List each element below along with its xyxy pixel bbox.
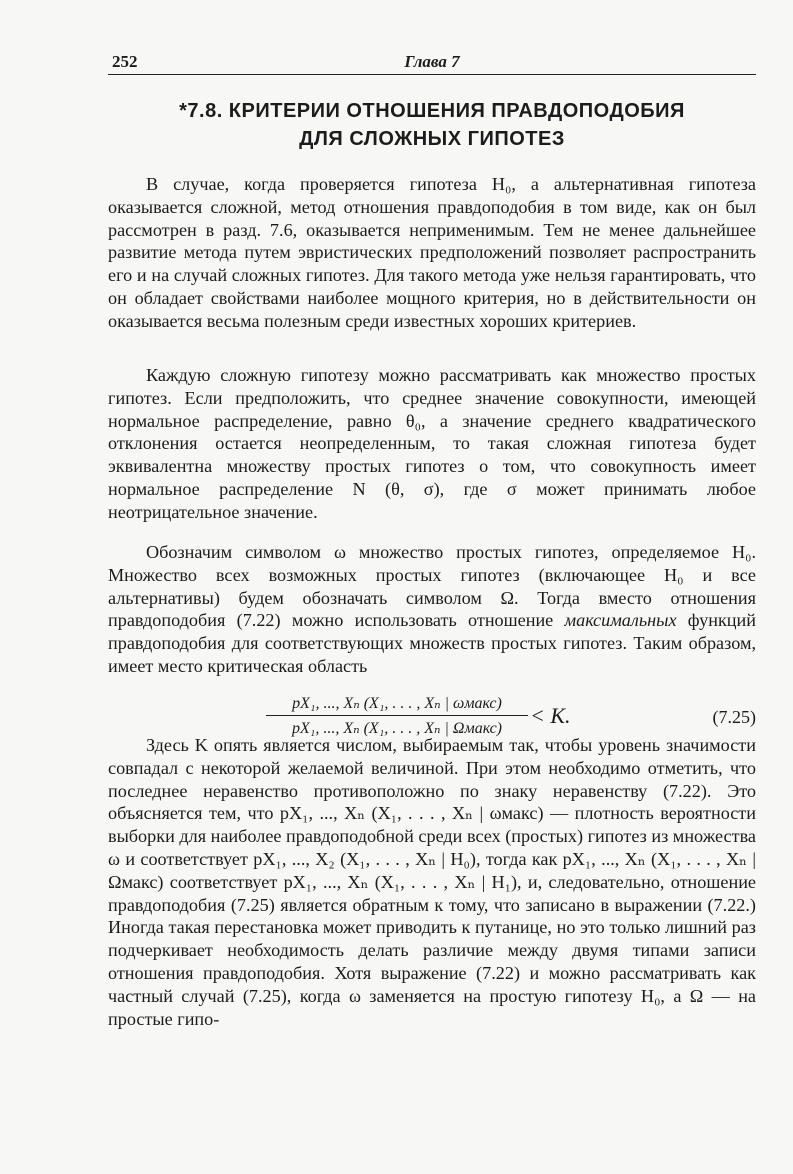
paragraph-3-part-b: функций правдоподобия для соответствующих множеств простых гипотез. Таким образом, имеет место критическая область bbox=[108, 610, 756, 676]
likelihood-ratio-fraction bbox=[266, 693, 528, 738]
paragraph-3-text bbox=[108, 541, 756, 678]
fraction-numerator: pX₁, ..., Xₙ (X₁, . . . , Xₙ | ωмакс) bbox=[266, 693, 528, 716]
paragraph-3-part-a: Обозначим символом ω множество простых гипотез, определяемое H₀. Множество всех возможных простых гипотез (включающее H₀ и все альтернативы) будем обозначать символом Ω. Тогда вместо отношения правдоподобия (7.22) можно использовать отношение bbox=[108, 542, 756, 631]
paragraph-3-emphasis: максимальных bbox=[564, 610, 677, 631]
section-title-line-2: ДЛЯ СЛОЖНЫХ ГИПОТЕЗ bbox=[299, 128, 565, 150]
paragraph-1-text: В случае, когда проверяется гипотеза H₀, а альтернативная гипотеза оказывается сложной, метод отношения правдоподобия в том виде, как он был рассмотрен в разд. 7.6, оказывается неприменимым. Тем не менее дальнейшее развитие метода путем эвристических предположений позволяет распространить его и на случай сложных гипотез. Для такого метода уже нельзя гарантировать, что он обладает свойствами наиболее мощного критерия, но в действительности он оказывается весьма полезным среди известных хороших критериев. bbox=[108, 174, 756, 331]
paragraph-2 bbox=[108, 364, 756, 524]
paragraph-4 bbox=[108, 734, 756, 1030]
paragraph-1 bbox=[108, 173, 756, 333]
section-title bbox=[108, 97, 756, 153]
page-number: 252 bbox=[112, 52, 138, 71]
inequality-relation: < K. bbox=[530, 703, 571, 728]
chapter-title: Глава 7 bbox=[404, 52, 460, 71]
paragraph-4-text: Здесь K опять является числом, выбираемым так, чтобы уровень значимости совпадал с некоторой желаемой величиной. При этом необходимо отметить, что последнее неравенство противоположно по знаку неравенству (7.22). Это объясняется тем, что pX₁, ..., Xₙ (X₁, . . . , Xₙ | ωмакс) — плотность вероятности выборки для наиболее правдоподобной среди всех (простых) гипотез из множества ω и соответствует pX₁, ..., X₂ (X₁, . . . , Xₙ | H₀), тогда как pX₁, ..., Xₙ (X₁, . . . , Xₙ | Ωмакс) соответствует pX₁, ..., Xₙ (X₁, . . . , Xₙ | H₁), и, следовательно, отношение правдоподобия (7.25) является обратным к тому, что записано в выражении (7.22.) Иногда такая перестановка может приводить к путанице, но это только лишний раз подчеркивает необходимость делать различие между двумя типами записи отношения правдоподобия. Хотя выражение (7.22) и можно рассматривать как частный случай (7.25), когда ω заменяется на простую гипотезу H₀, а Ω — на простые гипо- bbox=[108, 735, 756, 1029]
paragraph-2-text: Каждую сложную гипотезу можно рассматривать как множество простых гипотез. Если предположить, что среднее значение совокупности, имеющей нормальное распределение, равно θ₀, а значение среднего квадратического отклонения остается неопределенным, то такая сложная гипотеза будет эквивалентна множеству простых гипотез о том, что совокупность имеет нормальное распределение N (θ, σ), где σ может принимать любое неотрицательное значение. bbox=[108, 365, 756, 522]
equation-number: (7.25) bbox=[712, 707, 756, 727]
section-title-line-1: *7.8. КРИТЕРИИ ОТНОШЕНИЯ ПРАВДОПОДОБИЯ bbox=[179, 100, 685, 122]
paragraph-3 bbox=[108, 541, 756, 678]
fraction-denominator: pX₁, ..., Xₙ (X₁, . . . , Xₙ | Ωмакс) bbox=[292, 720, 502, 737]
page-header bbox=[108, 52, 756, 75]
